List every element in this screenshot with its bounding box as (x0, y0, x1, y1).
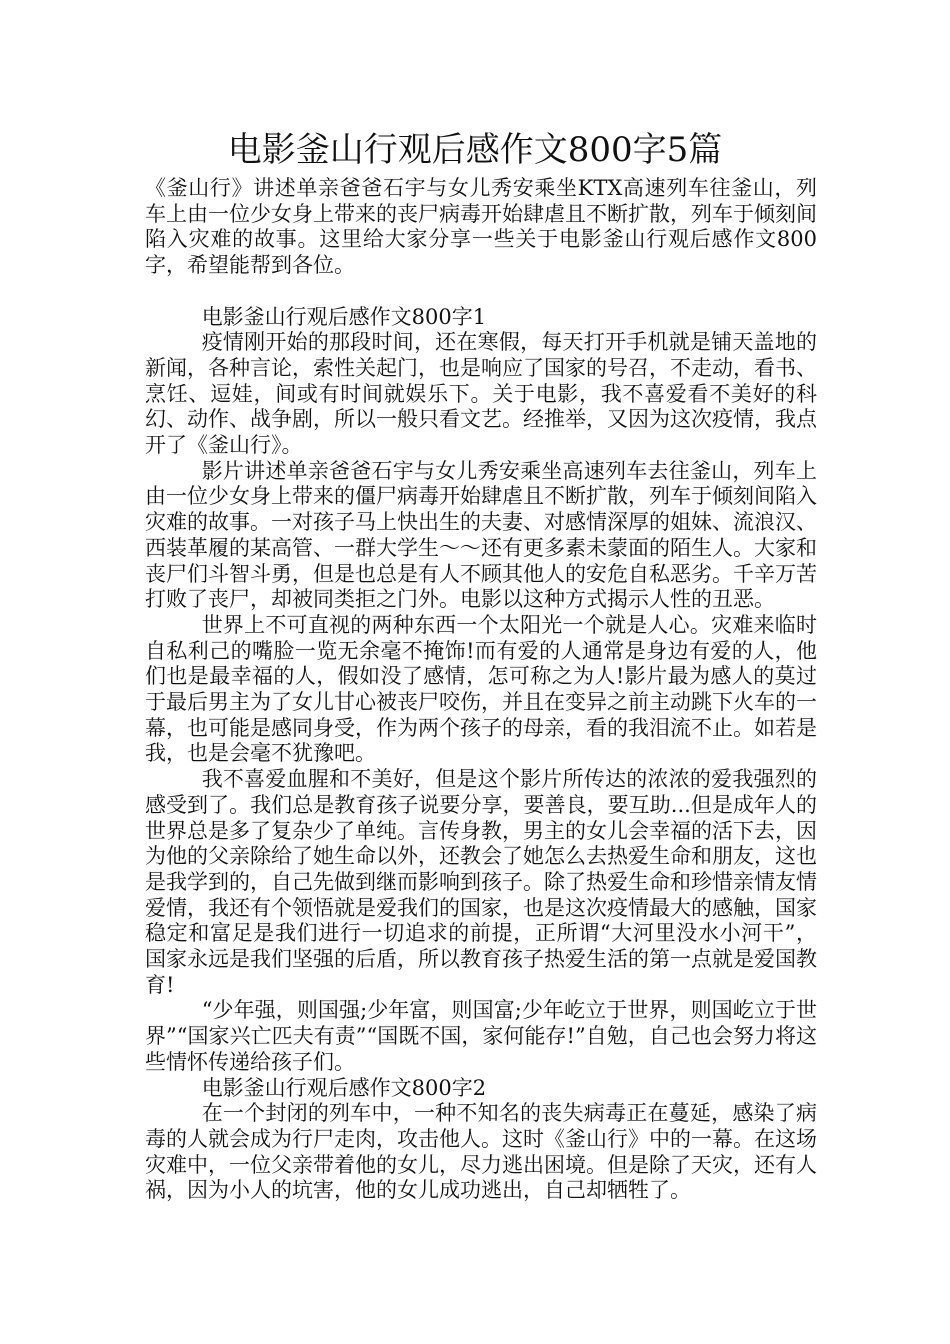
document-body (145, 176, 817, 1204)
blank-line (145, 279, 817, 305)
section-1-paragraph-3: 世界上不可直视的两种东西一个太阳光一个就是人心。灾难来临时自私利己的嘴脸一览无余毫不掩饰!而有爱的人通常是身边有爱的人，他们也是最幸福的人，假如没了感情，怎可称之为人!影片最为感人的莫过于最后男主为了女儿甘心被丧尸咬伤，并且在变异之前主动跳下火车的一幕，也可能是感同身受，作为两个孩子的母亲，看的我泪流不止。如若是我，也是会毫不犹豫吧。 (145, 612, 817, 766)
section-2-paragraph-1: 在一个封闭的列车中，一种不知名的丧失病毒正在蔓延，感染了病毒的人就会成为行尸走肉，攻击他人。这时《釜山行》中的一幕。在这场灾难中，一位父亲带着他的女儿，尽力逃出困境。但是除了天灾，还有人祸，因为小人的坑害，他的女儿成功逃出，自己却牺牲了。 (145, 1101, 817, 1203)
section-heading-1: 电影釜山行观后感作文800字1 (201, 304, 487, 329)
section-heading-2: 电影釜山行观后感作文800字2 (201, 1075, 487, 1100)
document-title: 电影釜山行观后感作文800字5篇 (227, 130, 723, 170)
section-1-paragraph-2: 影片讲述单亲爸爸石宇与女儿秀安乘坐高速列车去往釜山，列车上由一位少女身上带来的僵尸病毒开始肆虐且不断扩散，列车于倾刻间陷入灾难的故事。一对孩子马上快出生的夫妻、对感情深厚的姐妹、流浪汉、西装革履的某高管、一群大学生～～还有更多素未蒙面的陌生人。大家和丧尸们斗智斗勇，但是也总是有人不顾其他人的安危自私恶劣。千辛万苦打败了丧尸，却被同类拒之门外。电影以这种方式揭示人性的丑恶。 (145, 458, 817, 612)
section-1-paragraph-1: 疫情刚开始的那段时间，还在寒假，每天打开手机就是铺天盖地的新闻，各种言论，索性关起门，也是响应了国家的号召，不走动，看书、烹饪、逗娃，间或有时间就娱乐下。关于电影，我不喜爱看不美好的科幻、动作、战争剧，所以一般只看文艺。经推举，又因为这次疫情，我点开了《釜山行》。 (145, 330, 817, 458)
intro-paragraph: 《釜山行》讲述单亲爸爸石宇与女儿秀安乘坐KTX高速列车往釜山，列车上由一位少女身上带来的丧尸病毒开始肆虐且不断扩散，列车于倾刻间陷入灾难的故事。这里给大家分享一些关于电影釜山行观后感作文800字，希望能帮到各位。 (145, 176, 817, 278)
section-1-paragraph-5: “少年强，则国强;少年富，则国富;少年屹立于世界，则国屹立于世界”“国家兴亡匹夫有责”“国既不国，家何能存!”自勉，自己也会努力将这些情怀传递给孩子们。 (145, 998, 817, 1074)
section-1-paragraph-4: 我不喜爱血腥和不美好，但是这个影片所传达的浓浓的爱我强烈的感受到了。我们总是教育孩子说要分享，要善良，要互助...但是成年人的世界总是多了复杂少了单纯。言传身教，男主的女儿会幸福的活下去，因为他的父亲除给了她生命以外，还教会了她怎么去热爱生命和朋友，这也是我学到的，自己先做到继而影响到孩子。除了热爱生命和珍惜亲情友情爱情，我还有个领悟就是爱我们的国家，也是这次疫情最大的感触，国家稳定和富足是我们进行一切追求的前提，正所谓“大河里没水小河干”，国家永远是我们坚强的后盾，所以教育孩子热爱生活的第一点就是爱国教育! (145, 767, 817, 997)
